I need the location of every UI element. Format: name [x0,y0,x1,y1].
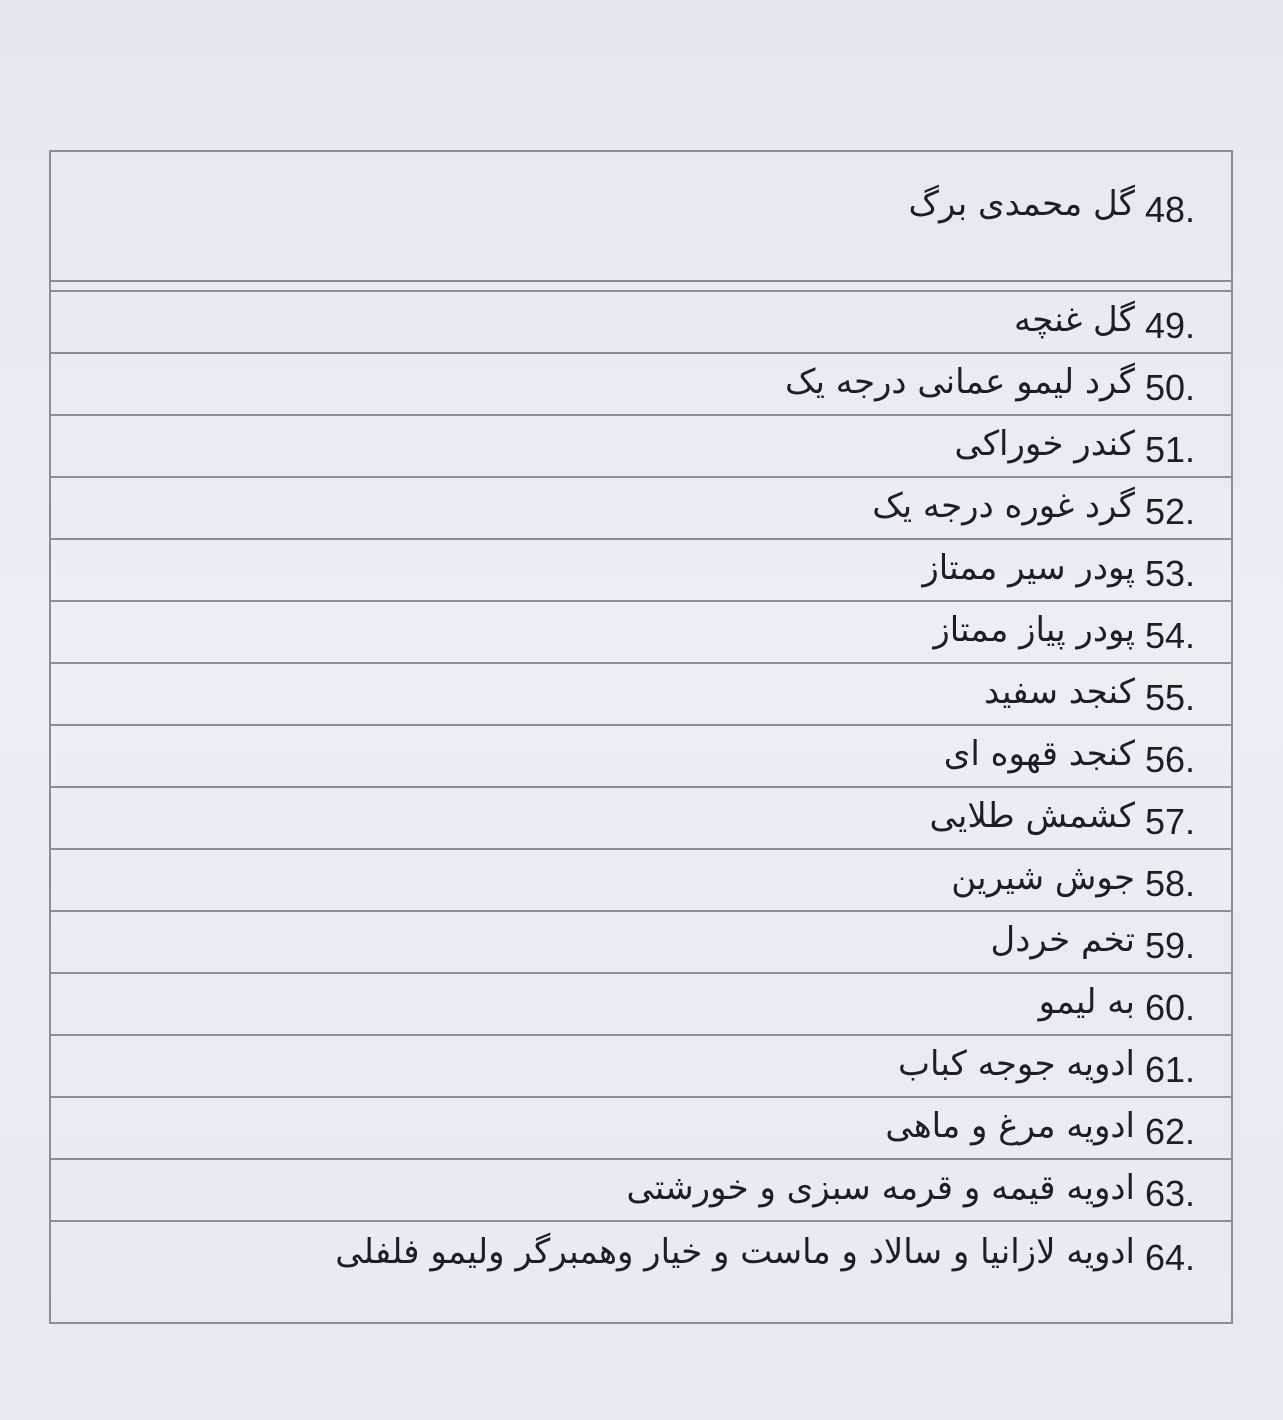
item-name: کشمش طلایی [929,796,1135,836]
table-row [51,1098,1231,1160]
table-row [51,664,1231,726]
item-name: کنجد سفید [984,672,1135,712]
table-row [51,540,1231,602]
item-number: 59. [1145,925,1196,966]
item-number: 63. [1145,1173,1196,1214]
table-row [51,850,1231,912]
item-name: ادویه لازانیا و سالاد و ماست و خیار وهمبرگر ولیمو فلفلی [335,1232,1135,1272]
item-number: 56. [1145,739,1196,780]
table-row [51,974,1231,1036]
item-name: گرد لیمو عمانی درجه یک [785,362,1135,402]
item-number: 53. [1145,553,1196,594]
item-name: پودر سیر ممتاز [922,548,1135,588]
item-number: 49. [1145,305,1196,346]
table-row [51,416,1231,478]
table-row [51,292,1231,354]
item-name: تخم خردل [990,920,1135,960]
item-number: 51. [1145,429,1196,470]
item-name: به لیمو [1038,982,1135,1022]
item-name: گل محمدی برگ [908,184,1135,224]
item-name: ادویه قیمه و قرمه سبزی و خورشتی [626,1168,1135,1208]
item-number: 58. [1145,863,1196,904]
item-number: 52. [1145,491,1196,532]
item-name: پودر پیاز ممتاز [933,610,1135,650]
table-row [51,788,1231,850]
item-number: 57. [1145,801,1196,842]
item-name: جوش شیرین [951,858,1135,898]
table-row [51,354,1231,416]
item-number: 62. [1145,1111,1196,1152]
item-number: 60. [1145,987,1196,1028]
item-number: 64. [1145,1237,1196,1278]
item-name: ادویه جوجه کباب [898,1044,1135,1084]
table-row [51,1160,1231,1222]
item-number: 48. [1145,189,1196,230]
items-table [49,150,1233,1324]
item-number: 61. [1145,1049,1196,1090]
table-row [51,602,1231,664]
table-row [51,1036,1231,1098]
table-row [51,912,1231,974]
table-row [51,726,1231,788]
item-number: 54. [1145,615,1196,656]
row-divider [51,280,1231,282]
item-name: ادویه مرغ و ماهی [885,1106,1135,1146]
item-name: گرد غوره درجه یک [872,486,1135,526]
table-row [51,1222,1231,1322]
item-name: کندر خوراکی [954,424,1135,464]
item-name: گل غنچه [1014,300,1135,340]
item-number: 50. [1145,367,1196,408]
table-row [51,152,1231,292]
item-name: کنجد قهوه ای [943,734,1135,774]
item-number: 55. [1145,677,1196,718]
table-row [51,478,1231,540]
